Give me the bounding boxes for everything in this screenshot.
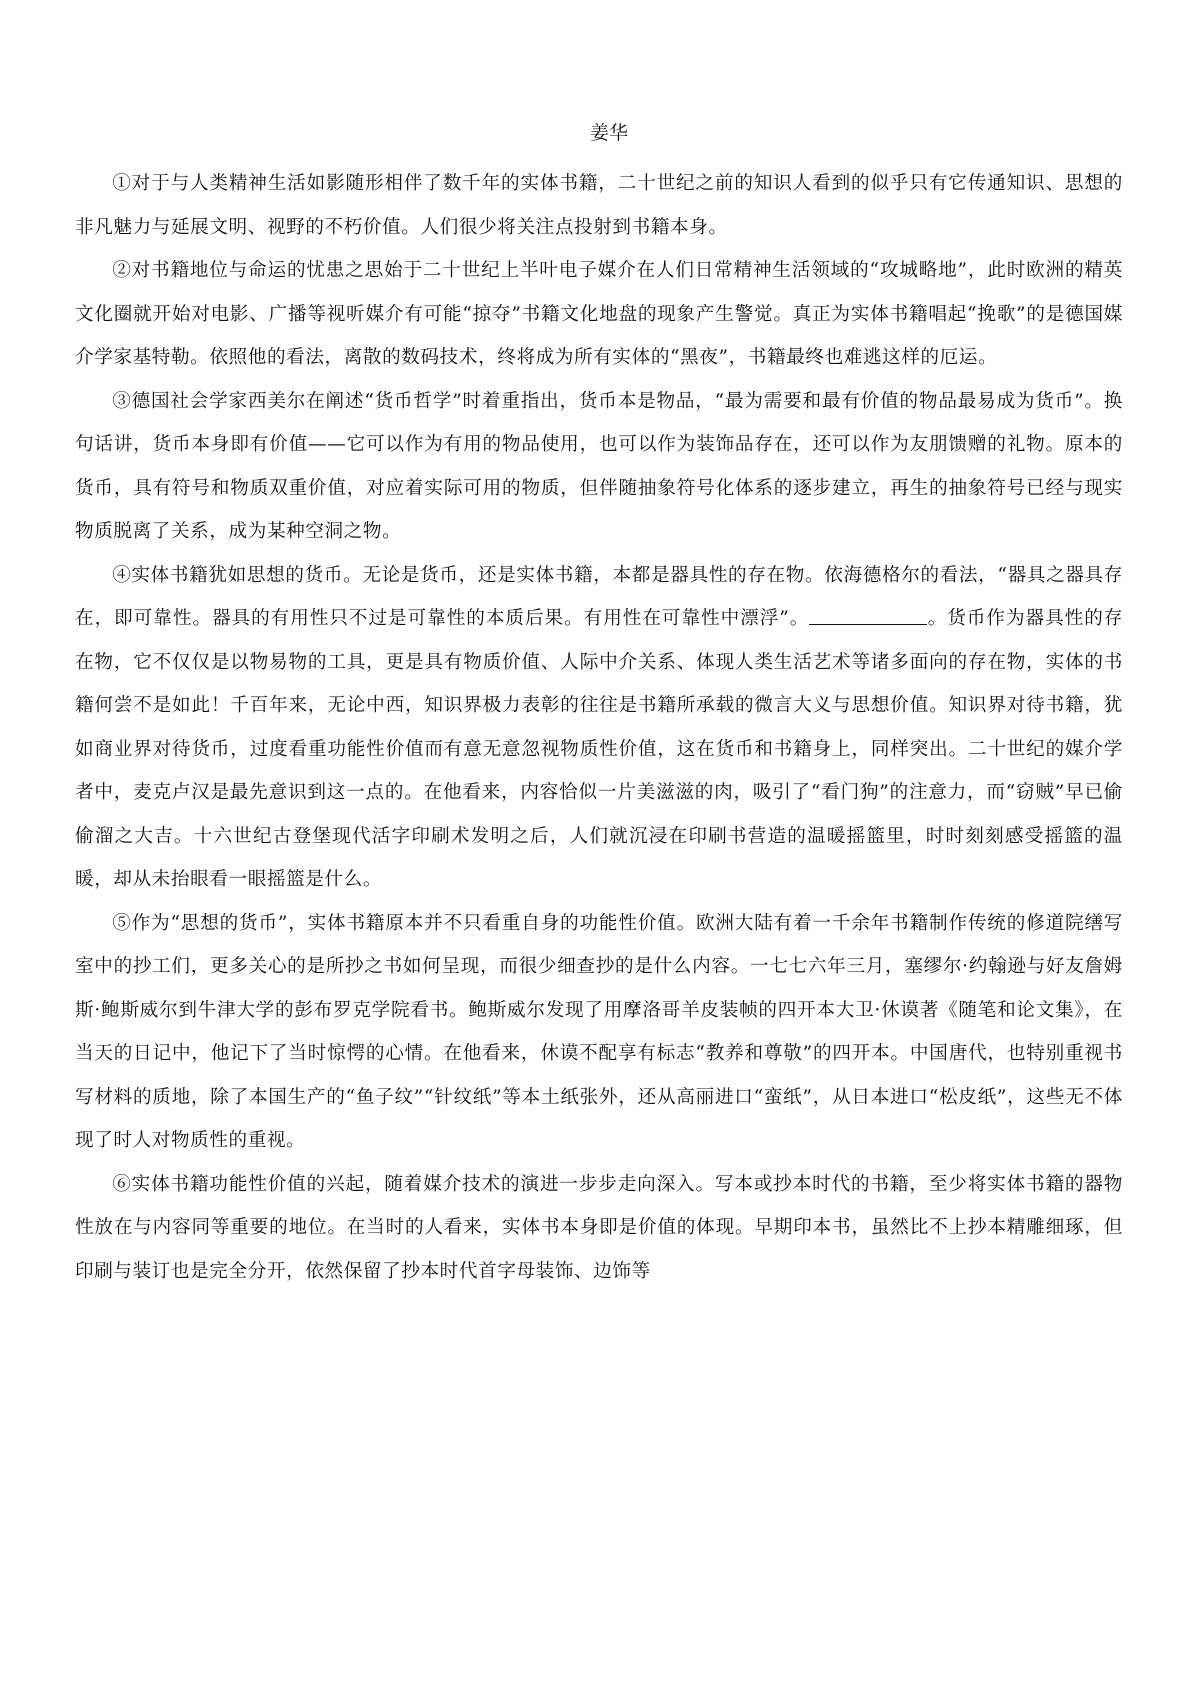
- paragraph-2: ②对书籍地位与命运的忧患之思始于二十世纪上半叶电子媒介在人们日常精神生活领域的“攻城略地”，此时欧洲的精英文化圈就开始对电影、广播等视听媒介有可能“掠夺”书籍文化地盘的现象产生警觉。真正为实体书籍唱起“挽歌”的是德国媒介学家基特勒。依照他的看法，离散的数码技术，终将成为所有实体的“黑夜”，书籍最终也难逃这样的厄运。: [75, 260, 1123, 368]
- paragraph-1: ①对于与人类精神生活如影随形相伴了数千年的实体书籍，二十世纪之前的知识人看到的似乎只有它传通知识、思想的非凡魅力与延展文明、视野的不朽价值。人们很少将关注点投射到书籍本身。: [75, 173, 1123, 238]
- document-page: [75, 118, 1123, 1293]
- paragraph-5: ⑤作为“思想的货币”，实体书籍原本并不只看重自身的功能性价值。欧洲大陆有着一千余年书籍制作传统的修道院缮写室中的抄工们，更多关心的是所抄之书如何呈现，而很少细查抄的是什么内容。一七七六年三月，塞缪尔·约翰逊与好友詹姆斯·鲍斯威尔到牛津大学的彭布罗克学院看书。鲍斯威尔发现了用摩洛哥羊皮装帧的四开本大卫·休谟著《随笔和论文集》，在当天的日记中，他记下了当时惊愕的心情。在他看来，休谟不配享有标志“教养和尊敬”的四开本。中国唐代，也特别重视书写材料的质地，除了本国生产的“鱼子纹”“针纹纸”等本土纸张外，还从高丽进口“蛮纸”，从日本进口“松皮纸”，这些无不体现了时人对物质性的重视。: [75, 912, 1123, 1151]
- paragraph-4: [75, 554, 1123, 902]
- paragraph-6: ⑥实体书籍功能性价值的兴起，随着媒介技术的演进一步步走向深入。写本或抄本时代的书籍，至少将实体书籍的器物性放在与内容同等重要的地位。在当时的人看来，实体书本身即是价值的体现。早期印本书，虽然比不上抄本精雕细琢，但印刷与装订也是完全分开，依然保留了抄本时代首字母装饰、边饰等: [75, 1173, 1123, 1282]
- paragraph-3: ③德国社会学家西美尔在阐述“货币哲学”时着重指出，货币本是物品，“最为需要和最有价值的物品最易成为货币”。换句话讲，货币本身即有价值——它可以作为有用的物品使用，也可以作为装饰品存在，还可以作为友朋馈赠的礼物。原本的货币，具有符号和物质双重价值，对应着实际可用的物质，但伴随抽象符号化体系的逐步建立，再生的抽象符号已经与现实物质脱离了关系，成为某种空洞之物。: [75, 390, 1123, 542]
- paragraph-4-part-b: 。货币作为器具性的存在物，它不仅仅是以物易物的工具，更是具有物质价值、人际中介关系、体现人类生活艺术等诸多面向的存在物，实体的书籍何尝不是如此！千百年来，无论中西，知识界极力表彰的往往是书籍所承载的微言大义与思想价值。知识界对待书籍，犹如商业界对待货币，过度看重功能性价值而有意无意忽视物质性价值，这在货币和书籍身上，同样突出。二十世纪的媒介学者中，麦克卢汉是最先意识到这一点的。在他看来，内容恰似一片美滋滋的肉，吸引了“看门狗”的注意力，而“窃贼”早已偷偷溜之大吉。十六世纪古登堡现代活字印刷术发明之后，人们就沉浸在印刷书营造的温暖摇篮里，时时刻刻感受摇篮的温暖，却从未抬眼看一眼摇篮是什么。: [75, 608, 1123, 890]
- paragraph-4-part-a: ④实体书籍犹如思想的货币。无论是货币，还是实体书籍，本都是器具性的存在物。依海德格尔的看法，“器具之器具存在，即可靠性。器具的有用性只不过是可靠性的本质后果。有用性在可靠性中漂浮”。: [75, 564, 1123, 629]
- fill-in-blank: [809, 605, 927, 625]
- author-name: 姜华: [589, 122, 628, 144]
